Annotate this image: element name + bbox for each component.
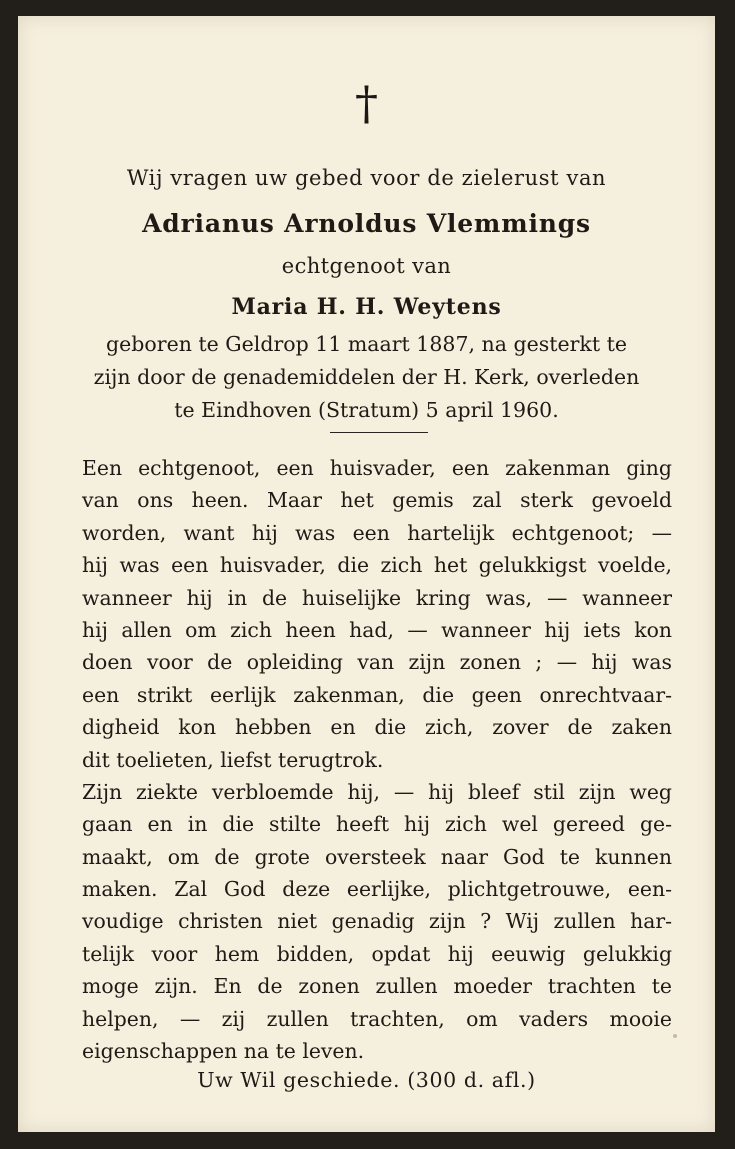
bio-line: te Eindhoven (Stratum) 5 april 1960. [174, 398, 559, 422]
eulogy-line: digheid kon hebben en die zich, zover de zaken [82, 715, 672, 740]
eulogy-line: eigenschappen na te leven. [82, 1039, 365, 1064]
eulogy-line: moge zijn. En de zonen zullen moeder trachten te [82, 974, 672, 999]
eulogy-line: Een echtgenoot, een huisvader, een zakenman ging [82, 456, 672, 480]
eulogy-text [82, 452, 672, 1067]
eulogy-line: gaan en in die stilte heeft hij zich wel gereed ge- [82, 812, 672, 837]
spouse-name: Maria H. H. Weytens [231, 294, 502, 320]
eulogy-line: maken. Zal God deze eerlijke, plichtgetrouwe, een- [82, 877, 672, 902]
eulogy-line: voudige christen niet genadig zijn ? Wij zullen har- [82, 909, 672, 934]
memorial-card [18, 16, 715, 1132]
eulogy-line: wanneer hij in de huiselijke kring was, — wanneer [82, 585, 672, 610]
bio-line: zijn door de genademiddelen der H. Kerk, overleden [93, 365, 640, 389]
eulogy-line: worden, want hij was een hartelijk echtgenoot; — [82, 520, 672, 545]
eulogy-line: een strikt eerlijk zakenman, die geen onrechtvaar- [82, 682, 672, 707]
prayer-intro: Wij vragen uw gebed voor de zielerust van [126, 166, 607, 190]
eulogy-line: hij was een huisvader, die zich het gelukkigst voelde, [82, 553, 672, 578]
eulogy-line: dit toelieten, liefst terugtrok. [82, 747, 384, 772]
eulogy-line: helpen, — zij zullen trachten, om vaders mooie [82, 1006, 672, 1031]
eulogy-line: van ons heen. Maar het gemis zal sterk gevoeld [82, 488, 672, 513]
spouse-label: echtgenoot van [281, 254, 452, 278]
closing-prayer: Uw Wil geschiede. (300 d. afl.) [197, 1068, 536, 1092]
eulogy-line: maakt, om de grote oversteek naar God te kunnen [82, 844, 672, 869]
eulogy-line: telijk voor hem bidden, opdat hij eeuwig gelukkig [82, 941, 672, 966]
deceased-name: Adrianus Arnoldus Vlemmings [142, 209, 591, 238]
divider [330, 432, 428, 433]
paper-speck [673, 1034, 677, 1038]
bio-line: geboren te Geldrop 11 maart 1887, na gesterkt te [106, 332, 627, 356]
eulogy-line: doen voor de opleiding van zijn zonen ; — hij was [82, 650, 672, 675]
cross-icon: † [355, 76, 378, 130]
eulogy-line: hij allen om zich heen had, — wanneer hij iets kon [82, 617, 672, 642]
eulogy-line: Zijn ziekte verbloemde hij, — hij bleef stil zijn weg [82, 779, 672, 804]
